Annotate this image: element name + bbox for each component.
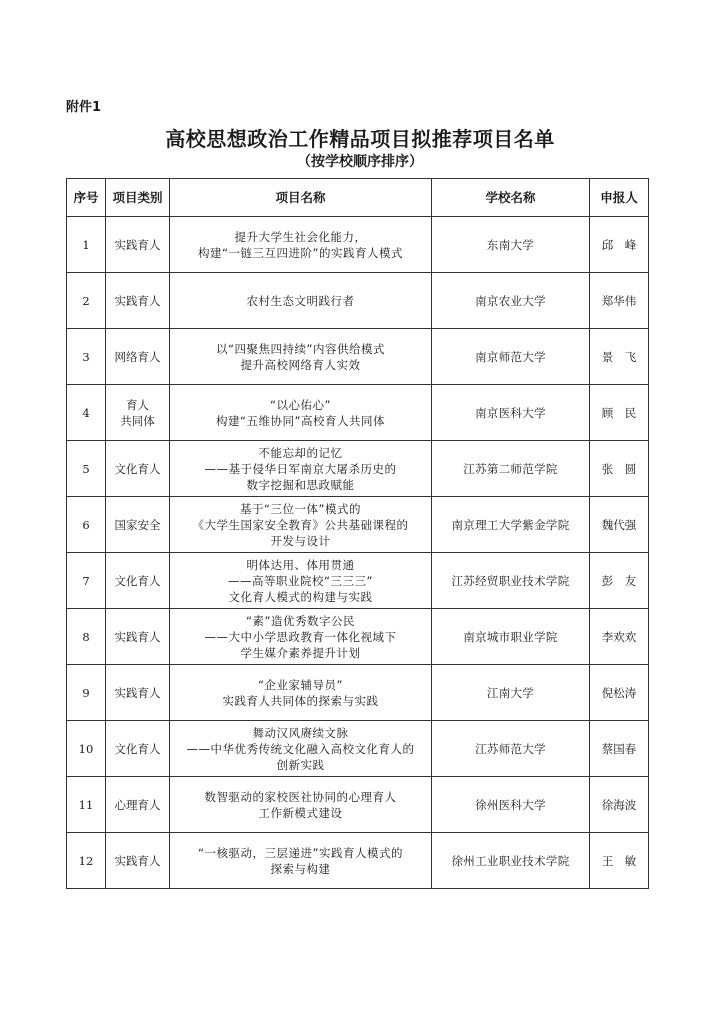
- table-row: [67, 385, 649, 441]
- project-name-line: “企业家辅导员”: [258, 677, 343, 692]
- category-line: 实践育人: [114, 685, 161, 700]
- row-category: [106, 553, 170, 609]
- row-category: [106, 273, 170, 329]
- row-applicant: 倪松涛: [590, 665, 649, 721]
- row-number: 11: [67, 777, 106, 833]
- table-row: [67, 665, 649, 721]
- project-name-line: ——中华优秀传统文化融入高校文化育人的: [186, 741, 415, 756]
- project-name-line: 不能忘却的记忆: [258, 445, 343, 460]
- category-line: 实践育人: [114, 853, 161, 868]
- table-body: [67, 217, 649, 889]
- row-applicant: 景 飞: [590, 329, 649, 385]
- row-number: 10: [67, 721, 106, 777]
- row-school: 徐州医科大学: [432, 777, 590, 833]
- project-name-line: 构建“五维协同”高校育人共同体: [216, 413, 385, 428]
- row-number: 12: [67, 833, 106, 889]
- row-school: 南京理工大学紫金学院: [432, 497, 590, 553]
- row-applicant: 王 敏: [590, 833, 649, 889]
- row-number: 4: [67, 385, 106, 441]
- row-number: 2: [67, 273, 106, 329]
- project-name-line: 创新实践: [276, 757, 325, 772]
- row-category: [106, 329, 170, 385]
- header-category: 项目类别: [106, 179, 170, 217]
- row-project-name: [170, 217, 432, 273]
- row-project-name: [170, 441, 432, 497]
- project-table: [66, 178, 649, 889]
- row-school: 江苏师范大学: [432, 721, 590, 777]
- row-number: 9: [67, 665, 106, 721]
- category-line: 育人: [126, 397, 149, 412]
- row-category: [106, 609, 170, 665]
- page-title: 高校思想政治工作精品项目拟推荐项目名单: [165, 127, 555, 151]
- row-applicant: 顾 民: [590, 385, 649, 441]
- row-school: 南京师范大学: [432, 329, 590, 385]
- row-project-name: [170, 553, 432, 609]
- row-number: 7: [67, 553, 106, 609]
- project-name-line: 提升大学生社会化能力，: [234, 229, 367, 244]
- category-line: 文化育人: [114, 741, 161, 756]
- row-applicant: 邱 峰: [590, 217, 649, 273]
- row-project-name: [170, 833, 432, 889]
- category-line: 国家安全: [114, 517, 161, 532]
- table-row: [67, 609, 649, 665]
- table-row: [67, 217, 649, 273]
- header-school: 学校名称: [432, 179, 590, 217]
- category-line: 实践育人: [114, 237, 161, 252]
- category-line: 文化育人: [114, 461, 161, 476]
- row-project-name: [170, 329, 432, 385]
- row-category: [106, 721, 170, 777]
- header-project-name: 项目名称: [170, 179, 432, 217]
- row-applicant: 彭 友: [590, 553, 649, 609]
- table-row: [67, 329, 649, 385]
- row-school: 南京医科大学: [432, 385, 590, 441]
- row-applicant: 蔡国春: [590, 721, 649, 777]
- row-project-name: [170, 721, 432, 777]
- row-applicant: 李欢欢: [590, 609, 649, 665]
- table-row: [67, 721, 649, 777]
- table-row: [67, 833, 649, 889]
- project-name-line: 开发与设计: [270, 533, 331, 548]
- project-name-line: 农村生态文明践行者: [246, 293, 355, 308]
- row-project-name: [170, 777, 432, 833]
- header-no: 序号: [67, 179, 106, 217]
- project-name-line: 提升高校网络育人实效: [240, 357, 361, 372]
- row-number: 8: [67, 609, 106, 665]
- project-name-line: “素”造优秀数字公民: [246, 613, 355, 628]
- row-project-name: [170, 385, 432, 441]
- project-name-line: 探索与构建: [270, 861, 331, 876]
- row-category: [106, 385, 170, 441]
- row-school: 江苏第二师范学院: [432, 441, 590, 497]
- project-name-line: 明体达用、体用贯通: [246, 557, 355, 572]
- row-applicant: 郑华伟: [590, 273, 649, 329]
- table-row: [67, 777, 649, 833]
- row-school: 东南大学: [432, 217, 590, 273]
- table-row: [67, 497, 649, 553]
- project-name-line: 基于“三位一体”模式的: [240, 501, 361, 516]
- page-subtitle: （按学校顺序排序）: [297, 154, 423, 170]
- project-name-line: ——基于侵华日军南京大屠杀历史的: [204, 461, 397, 476]
- row-project-name: [170, 273, 432, 329]
- attachment-label: 附件1: [66, 100, 102, 115]
- project-name-line: 以“四聚焦四持续”内容供给模式: [216, 341, 385, 356]
- row-number: 6: [67, 497, 106, 553]
- category-line: 实践育人: [114, 293, 161, 308]
- category-line: 网络育人: [114, 349, 161, 364]
- project-name-line: “一核驱动，三层递进”实践育人模式的: [198, 845, 403, 860]
- project-name-line: ——高等职业院校“三三三”: [228, 573, 373, 588]
- row-category: [106, 665, 170, 721]
- row-category: [106, 441, 170, 497]
- row-number: 5: [67, 441, 106, 497]
- row-applicant: 徐海波: [590, 777, 649, 833]
- project-name-line: 数字挖掘和思政赋能: [246, 477, 355, 492]
- row-category: [106, 777, 170, 833]
- row-project-name: [170, 665, 432, 721]
- table-header-row: [67, 179, 649, 217]
- row-school: 南京城市职业学院: [432, 609, 590, 665]
- table-row: [67, 553, 649, 609]
- project-name-line: 文化育人模式的构建与实践: [228, 589, 373, 604]
- table-row: [67, 441, 649, 497]
- project-name-line: 《大学生国家安全教育》公共基础课程的: [192, 517, 409, 532]
- row-school: 南京农业大学: [432, 273, 590, 329]
- row-school: 江南大学: [432, 665, 590, 721]
- project-name-line: 工作新模式建设: [258, 805, 343, 820]
- row-school: 江苏经贸职业技术学院: [432, 553, 590, 609]
- row-school: 徐州工业职业技术学院: [432, 833, 590, 889]
- category-line: 心理育人: [114, 797, 161, 812]
- row-number: 3: [67, 329, 106, 385]
- row-applicant: 张 圆: [590, 441, 649, 497]
- row-category: [106, 217, 170, 273]
- row-project-name: [170, 497, 432, 553]
- project-name-line: 构建“一链三互四进阶”的实践育人模式: [198, 245, 403, 260]
- row-applicant: 魏代强: [590, 497, 649, 553]
- project-name-line: 舞动汉风赓续文脉: [252, 725, 349, 740]
- project-name-line: “以心佑心”: [270, 397, 331, 412]
- category-line: 实践育人: [114, 629, 161, 644]
- category-line: 共同体: [120, 413, 155, 428]
- category-line: 文化育人: [114, 573, 161, 588]
- row-number: 1: [67, 217, 106, 273]
- row-category: [106, 497, 170, 553]
- project-name-line: 实践育人共同体的探索与实践: [222, 693, 379, 708]
- project-name-line: 数智驱动的家校医社协同的心理育人: [204, 789, 397, 804]
- row-project-name: [170, 609, 432, 665]
- project-name-line: 学生媒介素养提升计划: [240, 645, 361, 660]
- header-applicant: 申报人: [590, 179, 649, 217]
- project-name-line: ——大中小学思政教育一体化视域下: [204, 629, 397, 644]
- table-row: [67, 273, 649, 329]
- row-category: [106, 833, 170, 889]
